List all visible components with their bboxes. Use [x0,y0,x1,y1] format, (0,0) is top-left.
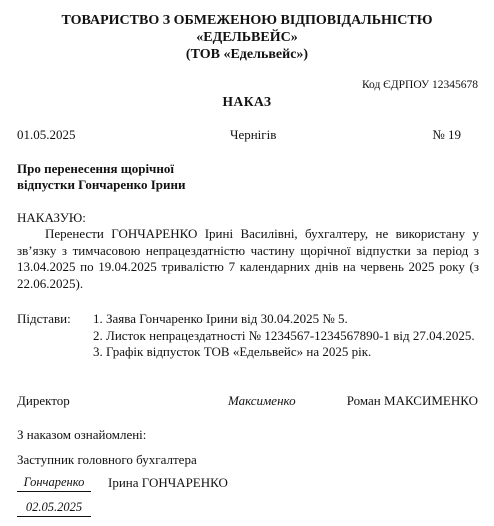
basis-item: 2. Листок непрацездатності № 1234567-1234567890-1 від 27.04.2025. [93,327,475,343]
employee-name: Ірина ГОНЧАРЕНКО [108,475,228,490]
edrpou-code: Код ЄДРПОУ 12345678 [361,79,478,91]
document-number: № 19 [432,127,461,142]
org-name-line1: ТОВАРИСТВО З ОБМЕЖЕНОЮ ВІДПОВІДАЛЬНІСТЮ [61,13,433,28]
acknowledgement-label: З наказом ознайомлені: [17,427,147,442]
basis-item: 1. Заява Гончаренко Ірини від 30.04.2025 № 5. [93,311,348,326]
document-subject [17,161,185,193]
org-short-name: (ТОВ «Едельвейс») [185,47,309,62]
order-word: НАКАЗУЮ: [17,210,86,225]
subject-line-1: Про перенесення щорічної [17,161,174,176]
basis-item: 3. Графік відпусток ТОВ «Едельвейс» на 2025 рік. [93,344,372,359]
order-body-text: Перенести ГОНЧАРЕНКО Ірині Василівні, бухгалтеру, не використану у зв’язку з тимчасовою непрацездатністю частину щорічної відпустки за період з 13.04.2025 по 19.04.2025 тривалістю 7 календарних днів на червень 2025 року (з 22.06.2025). [17,226,479,291]
director-label: Директор [17,393,70,408]
org-name-line2: «ЕДЕЛЬВЕЙС» [196,30,298,45]
subject-line-2: відпустки Гончаренко Ірини [17,177,186,192]
employee-position: Заступник головного бухгалтера [17,452,197,467]
basis-label: Підстави: [17,311,71,326]
director-name: Роман МАКСИМЕНКО [346,393,478,408]
document-city: Чернігів [230,127,277,142]
document-title: НАКАЗ [222,94,272,109]
basis-list [93,311,479,361]
employee-signature: Гончаренко [17,475,91,492]
employee-signature-date: 02.05.2025 [17,500,91,517]
document-date: 01.05.2025 [17,127,76,142]
director-signature: Максименко [228,393,296,408]
